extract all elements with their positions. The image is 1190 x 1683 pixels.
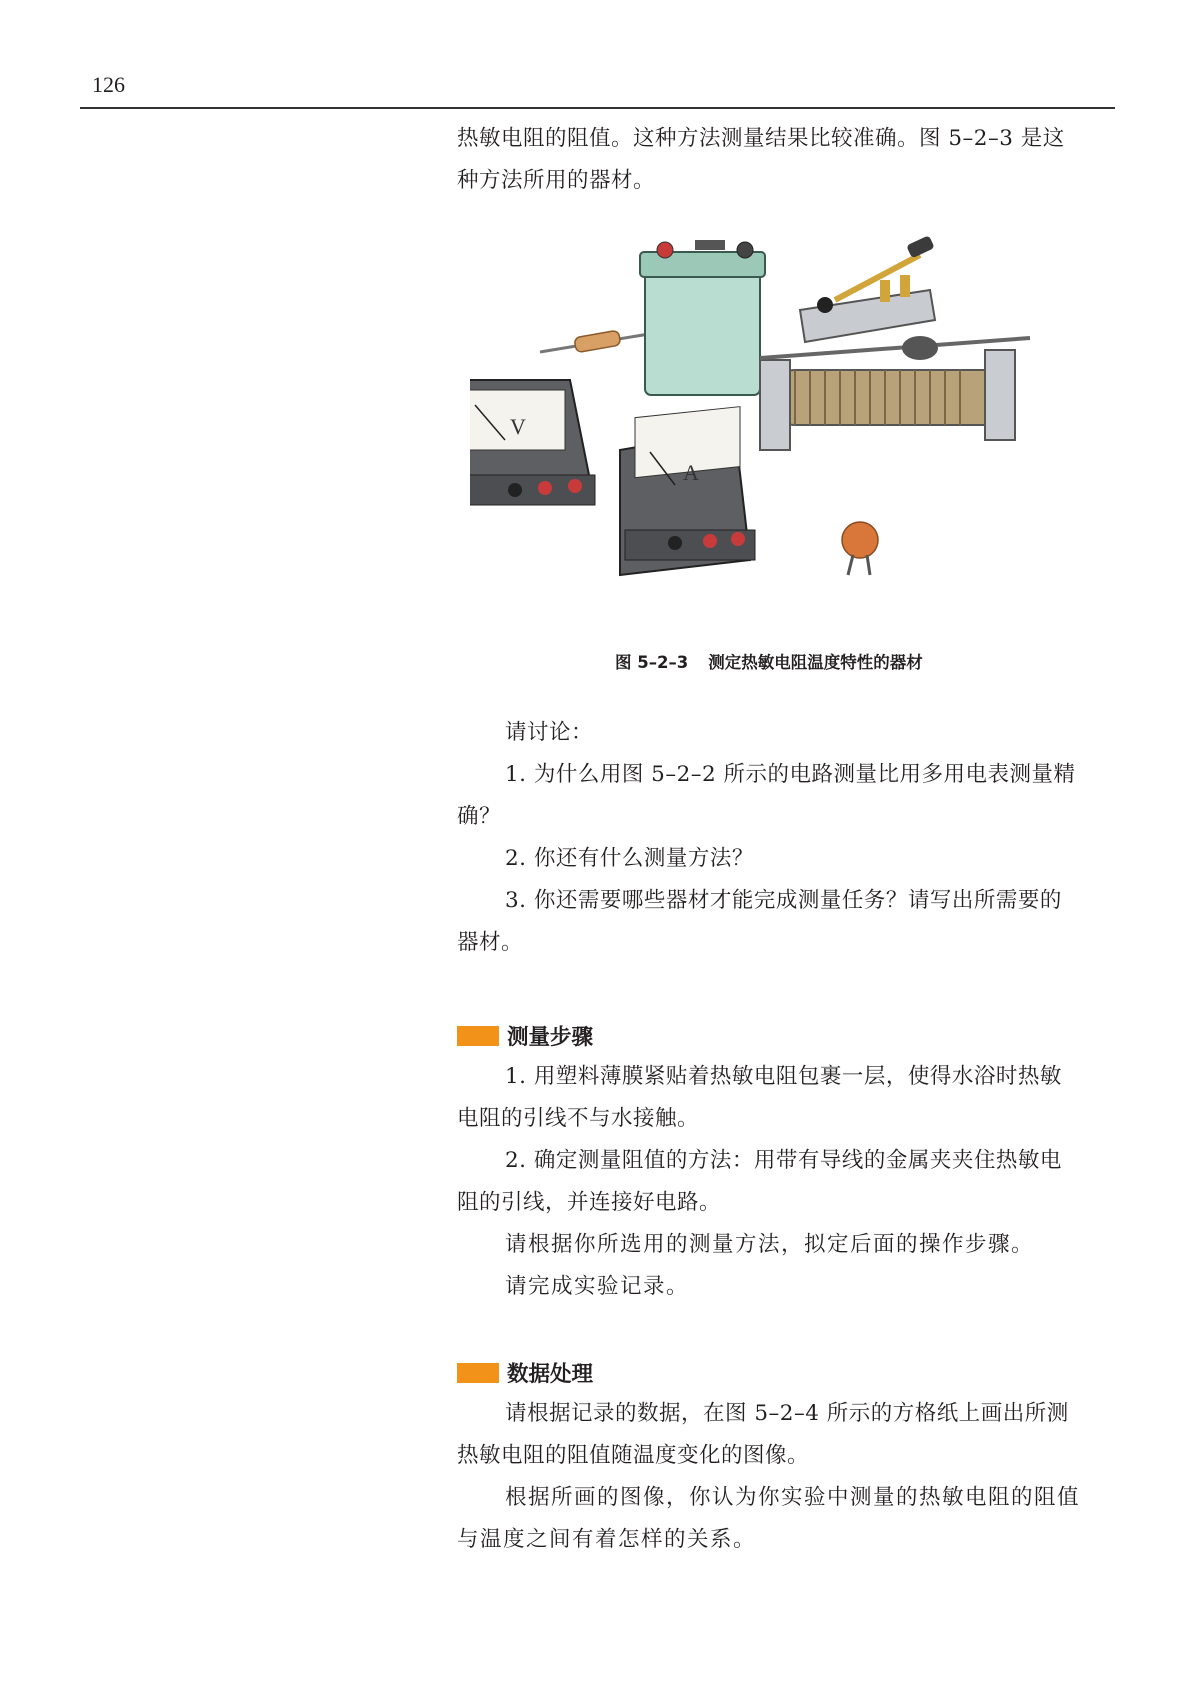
voltmeter-image [470, 380, 595, 505]
steps-section [457, 1056, 1122, 1308]
switch-image [800, 235, 935, 342]
data-processing-heading [457, 1357, 593, 1388]
steps-heading [457, 1020, 593, 1051]
thermistor-image [842, 522, 878, 575]
step-2-line-1: 2. 确定测量阻值的方法：用带有导线的金属夹夹住热敏电 [505, 1148, 1062, 1173]
steps-note-1: 请根据你所选用的测量方法，拟定后面的操作步骤。 [505, 1232, 1035, 1257]
intro-line-2: 种方法所用的器材。 [457, 168, 656, 193]
data-processing-section [457, 1393, 1122, 1561]
intro-paragraph [457, 118, 1122, 202]
ammeter-image [620, 407, 755, 575]
data-processing-p2-line-1: 根据所画的图像，你认为你实验中测量的热敏电阻的阻值 [505, 1485, 1081, 1510]
step-1-line-1: 1. 用塑料薄膜紧贴着热敏电阻包裹一层，使得水浴时热敏 [505, 1064, 1062, 1089]
step-2-line-2: 阻的引线，并连接好电路。 [457, 1190, 722, 1215]
discussion-section [457, 712, 1122, 964]
data-processing-p1-line-2: 热敏电阻的阻值随温度变化的图像。 [457, 1443, 810, 1468]
figure-caption-text: 测定热敏电阻温度特性的器材 [708, 653, 923, 672]
steps-heading-bar [457, 1026, 499, 1046]
figure-caption-id: 图 5–2–3 [615, 653, 689, 672]
figure-caption [615, 649, 943, 673]
steps-note-2: 请完成实验记录。 [505, 1274, 690, 1299]
equipment-illustration [470, 230, 1120, 620]
intro-line-1: 热敏电阻的阻值。这种方法测量结果比较准确。图 5–2–3 是这 [457, 126, 1065, 151]
data-processing-heading-text: 数据处理 [507, 1362, 594, 1387]
discussion-q3-line-1: 3. 你还需要哪些器材才能完成测量任务？请写出所需要的 [505, 888, 1062, 913]
equipment-figure [470, 230, 1120, 620]
step-1-line-2: 电阻的引线不与水接触。 [457, 1106, 700, 1131]
discussion-prompt: 请讨论： [505, 720, 594, 745]
data-processing-p2-line-2: 与温度之间有着怎样的关系。 [457, 1527, 757, 1552]
data-processing-heading-bar [457, 1363, 499, 1383]
header-rule [80, 107, 1115, 109]
discussion-q1-line-1: 1. 为什么用图 5–2–2 所示的电路测量比用多用电表测量精 [505, 762, 1076, 787]
svg-text:V: V [510, 414, 526, 439]
discussion-q3-line-2: 器材。 [457, 930, 524, 955]
svg-text:A: A [683, 460, 699, 485]
steps-heading-text: 测量步骤 [507, 1025, 594, 1050]
page-number: 126 [92, 72, 125, 97]
battery-image [640, 240, 765, 395]
rheostat-image [760, 336, 1030, 450]
discussion-q2: 2. 你还有什么测量方法？ [505, 846, 754, 871]
data-processing-p1-line-1: 请根据记录的数据，在图 5–2–4 所示的方格纸上画出所测 [505, 1401, 1069, 1426]
resistor-image [540, 330, 655, 353]
discussion-q1-line-2: 确？ [457, 804, 502, 829]
